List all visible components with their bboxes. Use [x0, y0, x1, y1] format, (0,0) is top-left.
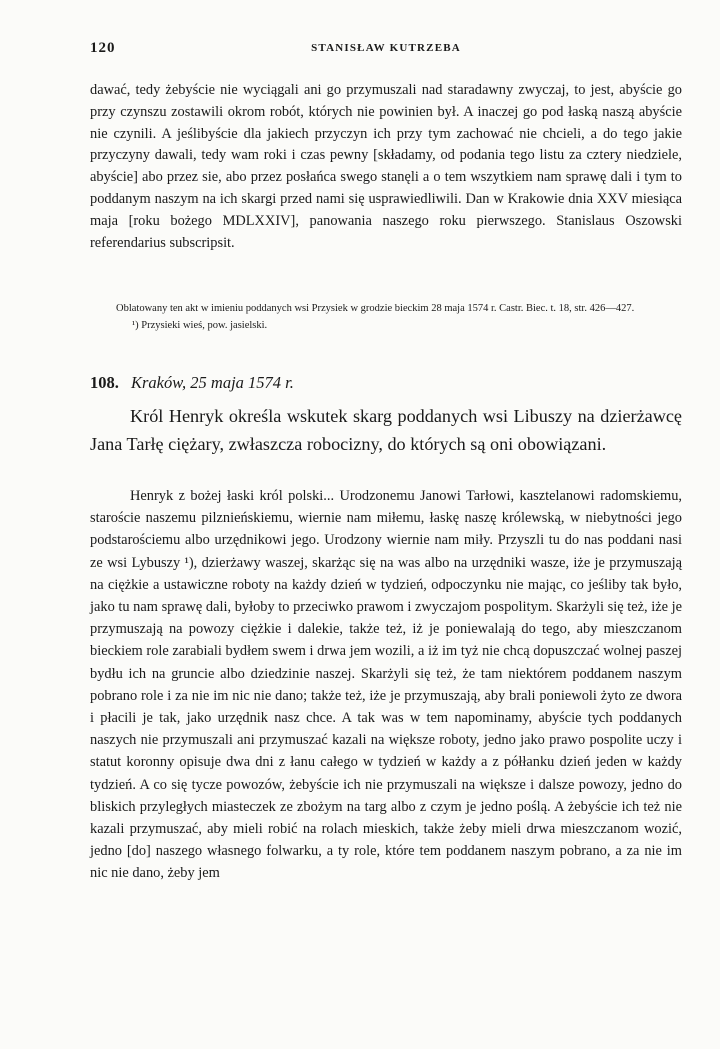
page-header: [90, 40, 682, 62]
document-body: Henryk z bożej łaski król polski... Urodzonemu Janowi Tarłowi, kasztelanowi radomskiemu, staroście naszemu pilznieńskiemu, wiernie nam miłemu, łaskę naszę królewską, w niebytności jego podstarościemu albo urzędnikowi jego. Urodzony wiernie nam miły. Przyszli tu do nas poddani nasi ze wsi Lybuszy ¹), dzierżawy waszej, skarżąc się na was albo na urzędniki wasze, iże je przymuszają na ciężkie a ustawiczne roboty na każdy dzień w tydzień, odpoczynku nie mając, co jeśliby tak było, jako tu nam sprawę dali, byłoby to przeciwko prawom i zwyczajom pospolitym. Skarżyli się też, iże je przymuszają na powozy ciężkie i dalekie, także też, iż je poniewalają do tego, aby mieszczanom bieckiem role zarabiali bydłem swem i drwa jem wozili, a iż im tyż nie chcą dopuszczać wolnej paszej bydłu ich na gruncie albo dziedzinie naszej. Skarżyli się też, że tam niektórem poddanem naszym pobrano role i za nie im nic nie dano; także też, iże je przymuszają, aby brali poniewoli żyto ze dwora i płacili je tak, jako urzędnik nasz chce. A tak was w tem napominamy, abyście tych poddanych naszych nie przymuszali ani przymuszać kazali na większe roboty, jedno jako prawo pospolite uczy i statut koronny opisuje dwa dni z łanu całego w tydzień w każdy a z półłanku dzień jeden w każdy tydzień. A co się tycze powozów, żebyście ich nie przymuszali na większe i dalsze powozy, jedno do bliskich przyległych miasteczek ze zbożym na targ albo z czym je jedno poślą. A żebyście ich też nie kazali przymuszać, aby mieli robić na rolach mieskich, także żeby mieli drwa mieszczanom wozić, jedno [do] naszego własnego folwarku, a ty role, które tem poddanem naszym pobrano, a za nie im nic nie dano, żeby jem: [90, 488, 682, 882]
document-place-date: Kraków, 25 maja 1574 r.: [131, 373, 294, 392]
footnote-1: ¹) Przysieki wieś, pow. jasielski.: [132, 320, 268, 331]
oblata-note: Oblatowany ten akt w imieniu poddanych wsi Przysiek w grodzie bieckim 28 maja 1574 r. Castr. Biec. t. 18, str. 426—427.: [116, 303, 635, 314]
running-title: STANISŁAW KUTRZEBA: [311, 42, 461, 54]
document-summary: Król Henryk określa wskutek skarg poddanych wsi Libuszy na dzierżawcę Jana Tarłę ciężary, zwłaszcza robocizny, do których są oni obowiązani.: [90, 406, 682, 454]
notes-block: [90, 300, 682, 334]
page-number: 120: [90, 40, 116, 56]
document-number: 108.: [90, 373, 119, 392]
document-heading: [90, 373, 294, 393]
document-body-block: [90, 485, 682, 885]
continuation-paragraph: dawać, tedy żebyście nie wyciągali ani go przymuszali nad staradawny zwyczaj, to jest, abyście go przy czynszu zostawili okrom robót, których nie powinien był. A inaczej go pod łaską naszą abyście nie czynili. A jeślibyście dla jakiech przyczyn ich przy tym zachować nie chcieli, a do tego jakie przyczyny dawali, tedy wam roki i czas pewny [składamy, od podania tego listu za cztery niedziele, abyście] abo przez sie, abo przez posłańca swego stanęli a o tem wszytkiem nam sprawę dali i tym to poddanym naszym na ich skargi przed nami się usprawiedliwili. Dan w Krakowie dnia XXV miesiąca maja [roku bożego MDLXXIV], panowania naszego roku pierwszego. Stanislaus Oszowski referendarius subscripsit.: [90, 82, 682, 251]
continuation-block: [90, 80, 682, 254]
